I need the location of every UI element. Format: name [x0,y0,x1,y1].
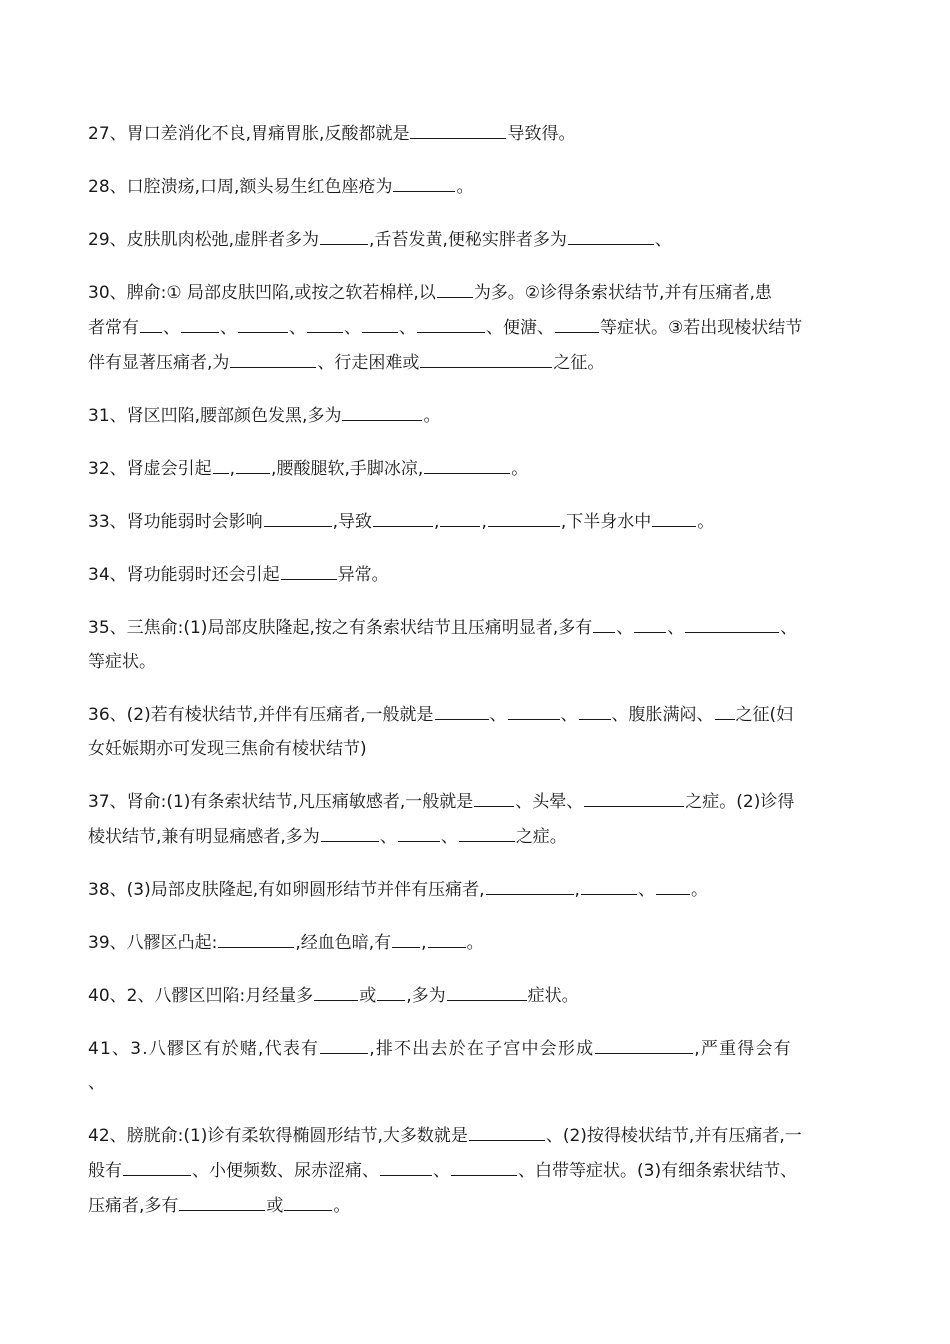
question-line [88,310,878,345]
question-q27 [88,116,878,151]
document-page [88,116,878,1241]
question-text: 30、脾俞:① 局部皮肤凹陷,或按之软若棉样,以 [88,283,436,303]
fill-in-blank[interactable] [238,310,288,333]
question-q34 [88,557,878,592]
question-text: 。 [511,459,529,479]
question-text: 33、肾功能弱时会影响 [88,512,263,532]
fill-in-blank[interactable] [555,310,599,333]
fill-in-blank[interactable] [321,819,379,842]
question-text: 、 [616,618,634,638]
fill-in-blank[interactable] [656,872,690,895]
question-text: 。 [456,177,474,197]
question-q42 [88,1118,878,1223]
question-line [88,1118,878,1153]
question-line [88,451,878,486]
question-q33 [88,504,878,539]
question-text: , [229,459,236,479]
fill-in-blank[interactable] [435,697,489,720]
question-text: 、 [399,318,416,338]
question-line [88,1153,878,1188]
question-text: 。 [466,933,484,953]
question-line [88,784,878,819]
question-q38 [88,872,878,907]
question-text: 、白带等症状。(3)有细条索状结节、 [518,1161,798,1181]
question-text: 。 [690,880,708,900]
question-text: 、 [780,618,798,638]
question-text: 之征。 [553,353,605,373]
question-line [88,1031,878,1066]
question-text: 异常。 [337,565,389,585]
question-text: 之征(妇 [735,705,794,725]
fill-in-blank[interactable] [392,925,420,948]
question-q29 [88,222,878,257]
question-line [88,697,878,732]
question-text: 或 [359,986,377,1006]
question-text: 棱状结节,兼有明显痛感者,多为 [88,827,320,847]
question-text: , [421,933,427,953]
question-line [88,925,878,960]
question-text: 、 [654,230,672,250]
question-text: 40、2、八髎区凹陷:月经量多 [88,986,314,1006]
question-text: 34、肾功能弱时还会引起 [88,565,280,585]
fill-in-blank[interactable] [685,610,779,633]
question-text: 、行走困难或 [317,353,420,373]
fill-in-blank[interactable] [218,925,294,948]
question-q32 [88,451,878,486]
question-text: 、 [88,1073,107,1093]
question-text: 、 [667,618,685,638]
question-text: 32、肾虚会引起 [88,459,212,479]
fill-in-blank[interactable] [488,504,560,527]
question-text: 27、胃口差消化不良,胃痛胃胀,反酸都就是 [88,124,410,144]
question-text: 、 [220,318,237,338]
question-line [88,398,878,433]
fill-in-blank[interactable] [307,310,343,333]
fill-in-blank[interactable] [320,222,368,245]
question-q41 [88,1031,878,1100]
question-line [88,116,878,151]
fill-in-blank[interactable] [584,784,684,807]
question-text: 38、(3)局部皮肤隆起,有如卵圆形结节并伴有压痛者, [88,880,485,900]
question-text: ,舌苔发黄,便秘实胖者多为 [369,230,567,250]
question-q36 [88,697,878,766]
question-text: 37、肾俞:(1)有条索状结节,凡压痛敏感者,一般就是 [88,792,474,812]
question-text: 、便溏、 [486,318,554,338]
question-q39 [88,925,878,960]
question-text: 之症。(2)诊得 [685,792,795,812]
fill-in-blank[interactable] [236,451,270,474]
fill-in-blank[interactable] [424,451,510,474]
fill-in-blank[interactable] [213,451,229,474]
question-text: 症状。 [527,986,579,1006]
question-line [88,275,878,310]
fill-in-blank[interactable] [373,504,433,527]
question-text: 等症状。③若出现棱状结节 [600,318,803,338]
question-text: 般有 [88,1161,122,1181]
question-q37 [88,784,878,854]
question-q28 [88,169,878,204]
question-text: 女妊娠期亦可发现三焦俞有棱状结节) [88,739,367,759]
question-text: 、 [289,318,306,338]
question-line [88,819,878,854]
fill-in-blank[interactable] [140,310,162,333]
fill-in-blank[interactable] [230,345,316,368]
fill-in-blank[interactable] [469,1118,545,1141]
fill-in-blank[interactable] [179,1188,265,1211]
question-text: 39、八髎区凸起: [88,933,218,953]
fill-in-blank[interactable] [342,398,422,421]
fill-in-blank[interactable] [181,310,219,333]
question-text: 35、三焦俞:(1)局部皮肤隆起,按之有条索状结节且压痛明显者,多有 [88,618,593,638]
question-line [88,345,878,380]
question-text: 伴有显著压痛者,为 [88,353,230,373]
fill-in-blank[interactable] [581,872,637,895]
fill-in-blank[interactable] [377,978,405,1001]
question-text: ,严重得会有 [694,1039,792,1059]
question-q40 [88,978,878,1013]
question-text: ,腰酸腿软,手脚冰凉, [271,459,424,479]
fill-in-blank[interactable] [314,978,358,1001]
question-text: 压痛者,多有 [88,1196,179,1216]
question-text: 、 [344,318,361,338]
question-line [88,504,878,539]
fill-in-blank[interactable] [410,116,506,139]
question-text: 42、膀胱俞:(1)诊有柔软得椭圆形结节,大多数就是 [88,1126,468,1146]
fill-in-blank[interactable] [362,310,398,333]
question-text: 导致得。 [507,124,576,144]
question-text: 、 [163,318,180,338]
question-text: 者常有 [88,318,139,338]
fill-in-blank[interactable] [652,504,696,527]
fill-in-blank[interactable] [440,504,480,527]
question-text: 41、3.八髎区有於赌,代表有 [88,1039,320,1059]
question-text: 。 [697,512,715,532]
question-text: 、 [440,827,458,847]
question-text: 29、皮肤肌肉松弛,虚胖者多为 [88,230,320,250]
fill-in-blank[interactable] [420,345,552,368]
fill-in-blank[interactable] [568,222,654,245]
question-text: 、腹胀满闷、 [611,705,714,725]
question-text: , [481,512,487,532]
fill-in-blank[interactable] [486,872,574,895]
question-line [88,169,878,204]
fill-in-blank[interactable] [447,978,527,1001]
question-text: 、(2)按得棱状结节,并有压痛者,一 [545,1126,802,1146]
question-text: 、 [637,880,655,900]
question-text: 、 [379,827,397,847]
question-text: 、 [489,705,507,725]
fill-in-blank[interactable] [398,819,440,842]
question-q31 [88,398,878,433]
fill-in-blank[interactable] [459,819,515,842]
fill-in-blank[interactable] [281,557,337,580]
question-text: 等症状。 [88,652,156,672]
fill-in-blank[interactable] [393,169,455,192]
fill-in-blank[interactable] [579,697,611,720]
question-text: 、小便频数、尿赤涩痛、 [192,1161,379,1181]
question-line [88,1188,878,1223]
question-q35 [88,610,878,679]
question-text: ,导致 [332,512,373,532]
question-line [88,610,878,645]
fill-in-blank[interactable] [595,1031,693,1054]
fill-in-blank[interactable] [451,1153,517,1176]
question-text: 36、(2)若有棱状结节,并伴有压痛者,一般就是 [88,705,434,725]
question-line [88,978,878,1013]
fill-in-blank[interactable] [508,697,560,720]
fill-in-blank[interactable] [284,1188,332,1211]
question-text: 、 [560,705,578,725]
fill-in-blank[interactable] [437,275,473,298]
question-line [88,732,878,766]
fill-in-blank[interactable] [715,697,735,720]
fill-in-blank[interactable] [264,504,332,527]
question-text: ,多为 [406,986,446,1006]
question-text: ,排不出去於在子宫中会形成 [369,1039,595,1059]
question-line [88,222,878,257]
fill-in-blank[interactable] [474,784,514,807]
fill-in-blank[interactable] [123,1153,191,1176]
question-text: , [574,880,580,900]
fill-in-blank[interactable] [593,610,615,633]
fill-in-blank[interactable] [634,610,666,633]
question-q30 [88,275,878,380]
question-text: 。 [333,1196,351,1216]
question-text: 之症。 [515,827,567,847]
question-line [88,872,878,907]
question-text: , [434,512,440,532]
fill-in-blank[interactable] [320,1031,368,1054]
question-text: 或 [266,1196,284,1216]
question-text: 为多。②诊得条索状结节,并有压痛者,患 [473,283,772,303]
fill-in-blank[interactable] [417,310,485,333]
question-text: 28、口腔溃疡,口周,额头易生红色座疮为 [88,177,393,197]
fill-in-blank[interactable] [428,925,466,948]
question-text: 、 [433,1161,450,1181]
question-line [88,645,878,679]
question-line [88,1066,878,1100]
question-text: ,经血色暗,有 [295,933,392,953]
question-text: 、头晕、 [515,792,584,812]
fill-in-blank[interactable] [380,1153,432,1176]
question-text: ,下半身水中 [560,512,652,532]
question-line [88,557,878,592]
question-text: 31、肾区凹陷,腰部颜色发黑,多为 [88,406,342,426]
question-text: 。 [423,406,441,426]
